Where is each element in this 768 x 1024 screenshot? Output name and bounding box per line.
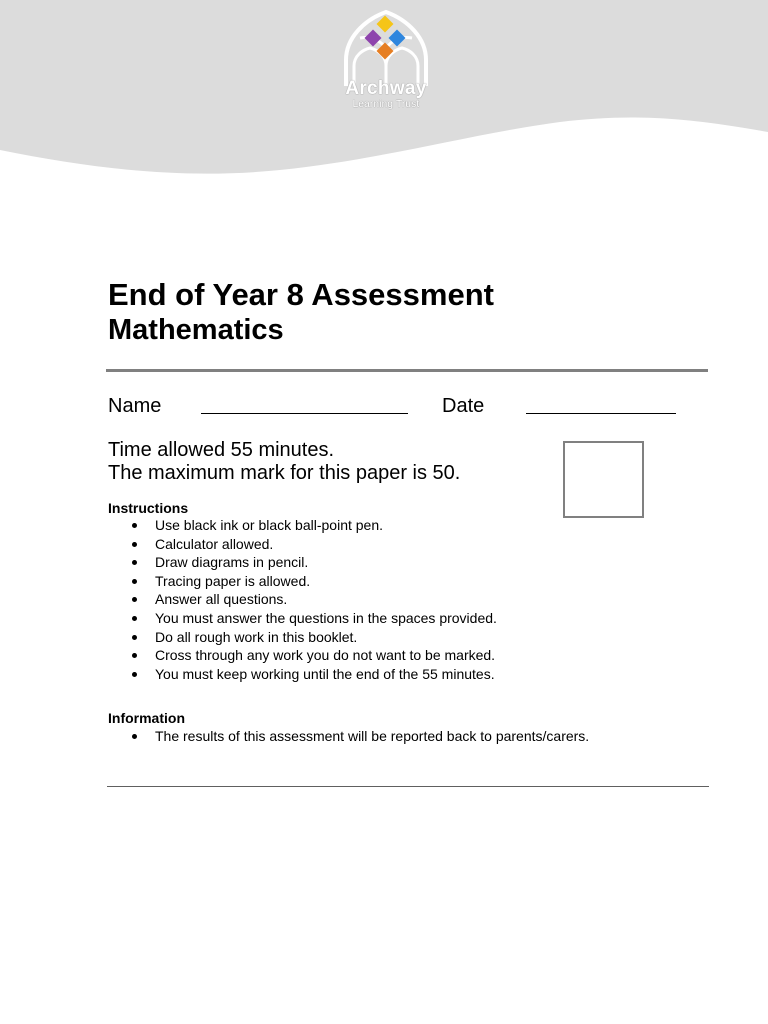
list-item [108,572,497,591]
bullet-icon [132,653,137,658]
list-item [108,628,497,647]
page-title: End of Year 8 Assessment [108,277,494,312]
list-item [108,665,497,684]
bullet-icon [132,597,137,602]
page-subtitle: Mathematics [108,314,284,346]
instruction-text: Do all rough work in this booklet. [155,628,358,645]
information-list [108,727,589,746]
bullet-icon [132,523,137,528]
instruction-text: Use black ink or black ball-point pen. [155,517,384,533]
information-heading: Information [108,710,185,726]
list-item [108,646,497,665]
instructions-heading: Instructions [108,500,189,516]
list-item [108,553,497,572]
instruction-text: Tracing paper is allowed. [155,572,311,589]
instruction-text: Draw diagrams in pencil. [155,554,309,571]
archway-logo [330,8,442,116]
bottom-divider [107,786,709,787]
bullet-icon [132,542,137,547]
list-item [108,590,497,609]
list-item [108,727,589,746]
date-field[interactable] [526,413,676,414]
instruction-text: You must keep working until the end of the 55 minutes. [155,665,495,682]
bullet-icon [132,672,137,677]
information-text: The results of this assessment will be reported back to parents/carers. [155,728,590,744]
bullet-icon [132,635,137,640]
name-field[interactable] [201,413,408,414]
top-divider [106,369,708,372]
bullet-icon [132,560,137,565]
time-allowed: Time allowed 55 minutes. [108,439,335,461]
instruction-text: Answer all questions. [155,591,288,608]
list-item [108,535,497,554]
logo-subtitle: Learning Trust [352,99,420,110]
bullet-icon [132,616,137,621]
mark-box[interactable] [563,441,644,518]
logo-name: Archway [345,78,427,99]
instruction-text: Calculator allowed. [155,535,274,552]
list-item [108,609,497,628]
name-label: Name [108,395,162,417]
max-mark: The maximum mark for this paper is 50. [108,462,461,484]
bullet-icon [132,579,137,584]
instructions-list [108,516,497,683]
date-label: Date [442,395,485,417]
list-item [108,516,497,535]
bullet-icon [132,734,137,739]
instruction-text: Cross through any work you do not want to be marked. [155,647,496,664]
instruction-text: You must answer the questions in the spaces provided. [155,609,497,626]
